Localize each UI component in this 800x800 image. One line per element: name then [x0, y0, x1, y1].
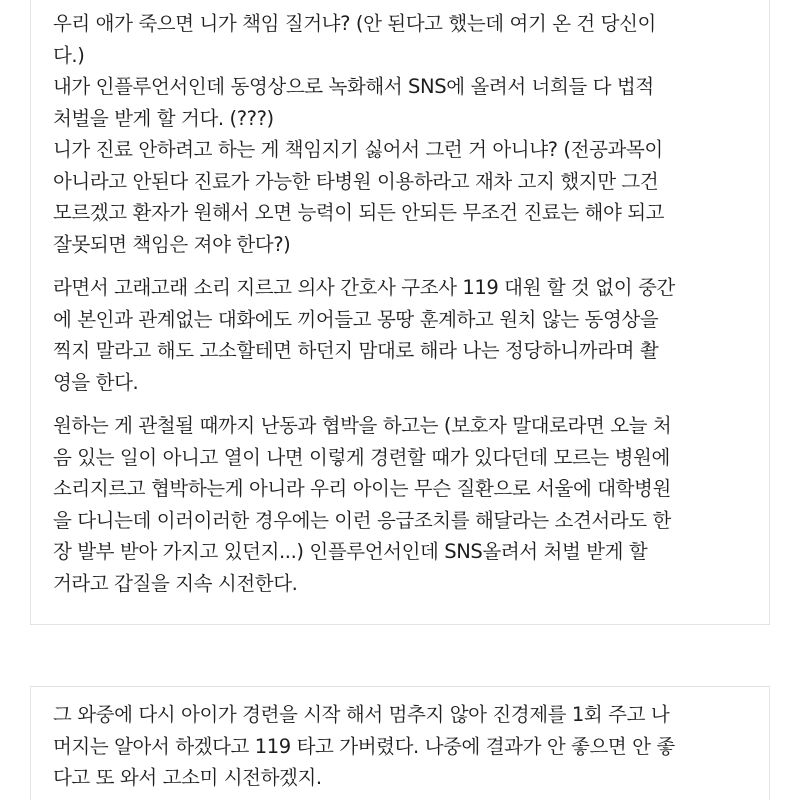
post-card-top — [30, 0, 770, 625]
text-line: 다고 또 와서 고소미 시전하겠지. — [53, 766, 322, 789]
text-line: 소리지르고 협박하는게 아니라 우리 아이는 무슨 질환으로 서울에 대학병원 — [53, 477, 671, 500]
text-line: 모르겠고 환자가 원해서 오면 능력이 되든 안되든 무조건 진료는 해야 되고 — [53, 201, 665, 224]
text-line: 을 다니는데 이러이러한 경우에는 이런 응급조치를 해달라는 소견서라도 한 — [53, 508, 671, 532]
text-line: 다.) — [53, 43, 85, 67]
text-line: 원하는 게 관철될 때까지 난동과 협박을 하고는 (보호자 말대로라면 오늘 처 — [53, 414, 672, 437]
paragraph-3 — [53, 410, 751, 599]
text-line: 우리 애가 죽으면 니가 책임 질거냐? (안 된다고 했는데 여기 온 건 당신이 — [53, 12, 656, 35]
text-line: 영을 한다. — [53, 370, 139, 394]
paragraph-4 — [53, 699, 751, 794]
text-line: 니가 진료 안하려고 하는 게 책임지기 싫어서 그런 거 아니냐? (전공과목이 — [53, 138, 663, 161]
text-line: 머지는 알아서 하겠다고 119 타고 가버렸다. 나중에 결과가 안 좋으면 안 좋 — [53, 734, 675, 758]
text-line: 음 있는 일이 아니고 열이 나면 이렇게 경련할 때가 있다던데 모르는 병원에 — [53, 445, 670, 469]
paragraph-1 — [53, 8, 751, 260]
text-line: 아니라고 안된다 진료가 가능한 타병원 이용하라고 재차 고지 했지만 그건 — [53, 169, 659, 193]
post-card-bottom — [30, 686, 770, 800]
text-line: 내가 인플루언서인데 동영상으로 녹화해서 SNS에 올려서 너희들 다 법적 — [53, 75, 654, 98]
text-line: 잘못되면 책임은 져야 한다?) — [53, 232, 291, 256]
text-line: 장 발부 받아 가지고 있던지...) 인플루언서인데 SNS올려서 처벌 받게 할 — [53, 540, 648, 563]
text-line: 그 와중에 다시 아이가 경련을 시작 해서 멈추지 않아 진경제를 1회 주고 나 — [53, 703, 670, 726]
text-line: 에 본인과 관계없는 대화에도 끼어들고 몽땅 훈계하고 원치 않는 동영상을 — [53, 307, 659, 331]
text-line: 찍지 말라고 해도 고소할테면 하던지 맘대로 해라 나는 정당하니까라며 촬 — [53, 339, 659, 362]
text-line: 라면서 고래고래 소리 지르고 의사 간호사 구조사 119 대원 할 것 없이 중간 — [53, 276, 675, 299]
paragraph-2 — [53, 272, 751, 398]
text-line: 처벌을 받게 할 거다. (???) — [53, 106, 274, 130]
text-line: 거라고 갑질을 지속 시전한다. — [53, 571, 298, 595]
